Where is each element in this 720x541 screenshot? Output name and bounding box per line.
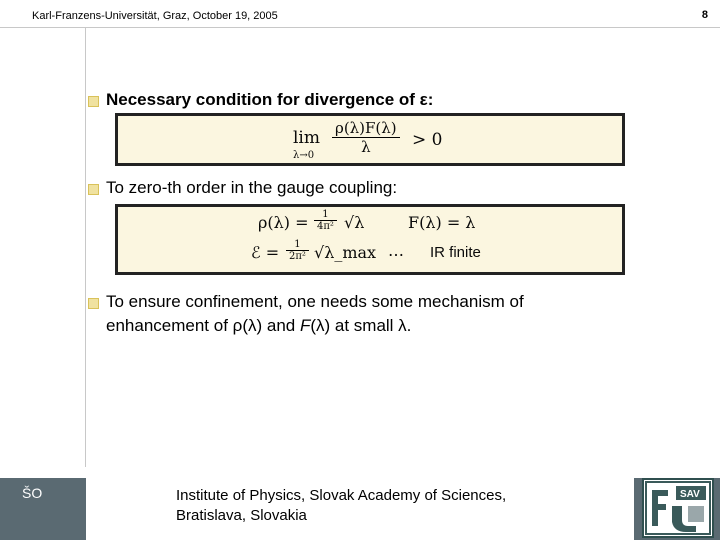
- eps-lhs: ℰ =: [251, 243, 280, 262]
- author-initials: ŠO: [22, 485, 43, 501]
- rho-lhs: ρ(λ) =: [258, 213, 309, 232]
- footer-line-1: Institute of Physics, Slovak Academy of Sciences,: [176, 487, 507, 504]
- bullet-3-suffix: (λ) at small λ.: [310, 316, 412, 335]
- header-divider: [0, 27, 720, 28]
- eps-fraction-num: 1: [286, 239, 309, 251]
- rho-sqrt: √λ: [344, 213, 365, 232]
- bullet-3-line1: To ensure confinement, one needs some mechanism of: [106, 292, 524, 311]
- fraction-numerator: ρ(λ)F(λ): [332, 119, 400, 138]
- rho-fraction-den: 4π²: [317, 221, 334, 232]
- eps-fraction: [286, 239, 309, 262]
- bullet-3-F: F: [299, 316, 311, 335]
- svg-text:SAV: SAV: [680, 489, 700, 500]
- bullet-marker: [88, 298, 99, 309]
- bullet-3-prefix: enhancement of ρ(λ) and: [106, 316, 300, 335]
- fraction-denominator: λ: [361, 138, 371, 156]
- bullet-marker: [88, 96, 99, 107]
- sav-logo-graphic: [644, 480, 712, 536]
- footer-line-2: Bratislava, Slovakia: [176, 507, 307, 524]
- bullet-3-line2: [106, 314, 411, 338]
- bullet-2-text: To zero-th order in the gauge coupling:: [106, 178, 398, 197]
- eps-fraction-den: 2π²: [289, 251, 306, 262]
- footer-institute: [176, 486, 506, 526]
- header-title: Karl-Franzens-Universität, Graz, October 19, 2005: [32, 10, 278, 22]
- left-divider: [85, 27, 86, 467]
- formula-1-rhs: > 0: [412, 130, 443, 150]
- lim-label: lim: [293, 128, 320, 148]
- F-equation: F(λ) = λ: [408, 213, 476, 232]
- rho-fraction-num: 1: [314, 209, 337, 221]
- rho-fraction: [314, 209, 337, 232]
- page-number: 8: [701, 9, 708, 21]
- ellipsis: …: [388, 241, 404, 260]
- ir-finite-label: IR finite: [430, 244, 481, 261]
- formula-box-2: [115, 204, 625, 275]
- eps-sqrt: √λ_max: [314, 243, 377, 262]
- formula-box-1: [115, 113, 625, 166]
- bullet-marker: [88, 184, 99, 195]
- sav-logo: [642, 478, 714, 538]
- bullet-1-text: Necessary condition for divergence of ε:: [106, 90, 434, 109]
- formula-1-fraction: [332, 119, 400, 156]
- lim-subscript: λ→0: [293, 150, 315, 161]
